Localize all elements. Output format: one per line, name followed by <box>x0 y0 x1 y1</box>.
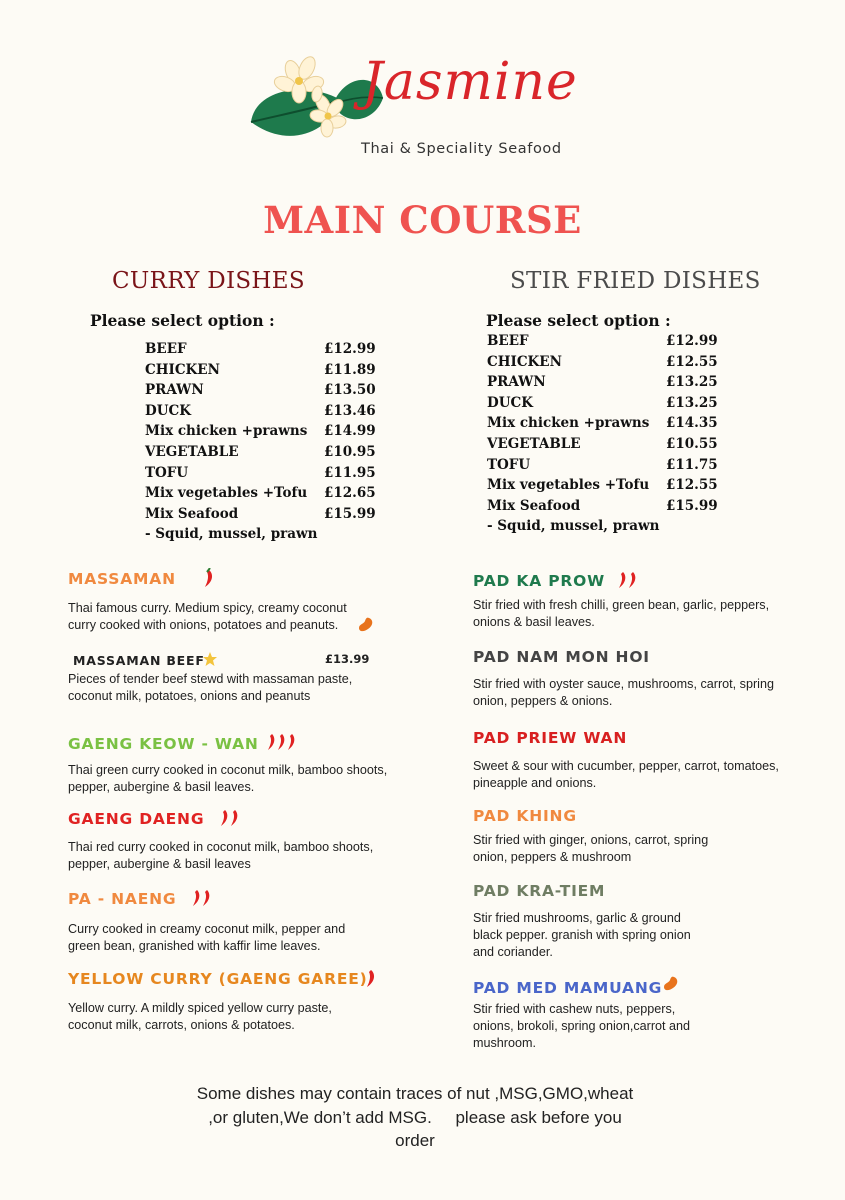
dish-desc-pad-kra-tiem-3: and coriander. <box>473 945 553 959</box>
curry-option-name: BEEF <box>145 341 187 357</box>
stir-option-name: DUCK <box>487 394 533 411</box>
dish-name-yellow-curry: YELLOW CURRY (GAENG GAREE) <box>68 970 368 988</box>
stir-option-name: Mix Seafood <box>487 497 581 514</box>
chili-icon <box>191 888 213 908</box>
stir-option-name: PRAWN <box>487 374 546 391</box>
curry-options-table <box>145 341 375 547</box>
brand-tagline: Thai & Speciality Seafood <box>361 141 562 157</box>
dish-name-pad-nam-mon-hoi: PAD NAM MON HOI <box>473 648 650 666</box>
stir-option-price: £12.99 <box>666 333 718 349</box>
dish-desc-pad-nam-mon-hoi-1: Stir fried with oyster sauce, mushrooms, carrot, spring <box>473 677 774 691</box>
dish-desc-pad-priew-wan-1: Sweet & sour with cucumber, pepper, carrot, tomatoes, <box>473 759 779 773</box>
brand-name: Jasmine <box>362 52 578 112</box>
dish-name-pad-med-mamuang: PAD MED MAMUANG <box>473 979 663 997</box>
curry-option-row <box>145 423 375 444</box>
allergen-note-line-1: Some dishes may contain traces of nut ,MSG,GMO,wheat <box>196 1084 634 1103</box>
curry-option-name: - Squid, mussel, prawn <box>145 526 318 543</box>
stir-option-price: £11.75 <box>666 456 718 473</box>
stir-option-price: £10.55 <box>666 435 718 452</box>
curry-option-price: £13.46 <box>324 402 376 419</box>
curry-select-label: Please select option : <box>90 311 275 330</box>
curry-option-price: £12.65 <box>324 485 376 502</box>
stir-option-row <box>487 498 717 519</box>
curry-option-row <box>145 403 375 424</box>
curry-option-price: £11.89 <box>324 361 376 378</box>
dish-desc-gaeng-keow-wan-1: Thai green curry cooked in coconut milk, bamboo shoots, <box>68 763 388 777</box>
dish-desc-pad-med-mamuang-2: onions, brokoli, spring onion,carrot and <box>473 1019 691 1033</box>
dish-name-gaeng-daeng: GAENG DAENG <box>68 810 205 828</box>
curry-option-row <box>145 506 375 527</box>
curry-option-name: Mix vegetables +Tofu <box>145 485 308 502</box>
dish-desc-pad-med-mamuang-3: mushroom. <box>473 1036 536 1050</box>
dish-desc-pad-med-mamuang-1: Stir fried with cashew nuts, peppers, <box>473 1002 676 1016</box>
dish-name-pa-naeng: PA - NAENG <box>68 890 177 908</box>
nut-icon <box>357 616 375 634</box>
stir-option-price: £15.99 <box>666 497 718 514</box>
dish-desc-gaeng-daeng-2: pepper, aubergine & basil leaves <box>68 857 251 871</box>
curry-option-row <box>145 465 375 486</box>
dish-desc-gaeng-keow-wan-2: pepper, aubergine & basil leaves. <box>68 780 255 794</box>
stir-option-name: CHICKEN <box>487 353 562 370</box>
stir-option-row <box>487 374 717 395</box>
dish-desc-pad-ka-prow-1: Stir fried with fresh chilli, green bean, garlic, peppers, <box>473 598 770 612</box>
curry-option-price: £13.50 <box>324 382 376 399</box>
stir-option-row <box>487 457 717 478</box>
dish-desc-pa-naeng-1: Curry cooked in creamy coconut milk, pepper and <box>68 922 346 936</box>
dish-desc-massaman-2: curry cooked with onions, potatoes and peanuts. <box>68 618 339 632</box>
stir-option-price: £14.35 <box>666 415 718 432</box>
dish-price-massaman-beef: £13.99 <box>325 652 370 666</box>
dish-desc-pad-khing-1: Stir fried with ginger, onions, carrot, spring <box>473 833 709 847</box>
star-icon <box>202 651 218 667</box>
dish-desc-pad-priew-wan-2: pineapple and onions. <box>473 776 597 790</box>
curry-option-row <box>145 444 375 465</box>
curry-option-price: £10.95 <box>324 443 376 460</box>
stir-option-row <box>487 354 717 375</box>
curry-option-row <box>145 485 375 506</box>
stir-option-name: VEGETABLE <box>487 435 581 452</box>
dish-name-pad-kra-tiem: PAD KRA-TIEM <box>473 882 606 900</box>
curry-option-name: TOFU <box>145 464 189 481</box>
chili-icon <box>617 570 639 590</box>
stir-option-price: £12.55 <box>666 353 718 370</box>
stir-option-name: BEEF <box>487 333 529 349</box>
stir-options-table <box>487 333 717 539</box>
curry-option-price: £11.95 <box>324 464 376 481</box>
dish-name-pad-ka-prow: PAD KA PROW <box>473 572 605 590</box>
dish-desc-pad-ka-prow-2: onions & basil leaves. <box>473 615 595 629</box>
dish-desc-gaeng-daeng-1: Thai red curry cooked in coconut milk, bamboo shoots, <box>68 840 374 854</box>
stir-option-name: Mix chicken +prawns <box>487 415 650 432</box>
stir-option-price: £13.25 <box>666 374 718 391</box>
stir-option-price: £12.55 <box>666 477 718 494</box>
curry-option-name: Mix chicken +prawns <box>145 423 308 440</box>
curry-option-name: CHICKEN <box>145 361 220 378</box>
dish-name-pad-priew-wan: PAD PRIEW WAN <box>473 729 628 747</box>
stir-option-row <box>487 395 717 416</box>
curry-option-name: DUCK <box>145 402 191 419</box>
dish-desc-pad-khing-2: onion, peppers & mushroom <box>473 850 632 864</box>
curry-option-name: VEGETABLE <box>145 443 239 460</box>
curry-option-name: Mix Seafood <box>145 505 239 522</box>
allergen-note-line-2: ,or gluten,We don’t add MSG. please ask before you <box>208 1107 622 1127</box>
dish-desc-yellow-curry-1: Yellow curry. A mildly spiced yellow curry paste, <box>68 1001 332 1015</box>
dish-desc-pa-naeng-2: green bean, granished with kaffir lime leaves. <box>68 939 321 953</box>
allergen-note <box>160 1082 670 1153</box>
curry-section-title: CURRY DISHES <box>112 268 305 294</box>
dish-desc-pad-kra-tiem-2: black pepper. granish with spring onion <box>473 928 691 942</box>
chili-icon <box>219 808 241 828</box>
stir-option-name: - Squid, mussel, prawn <box>487 518 660 535</box>
stir-option-price: £13.25 <box>666 394 718 411</box>
stir-option-row <box>487 415 717 436</box>
curry-option-row <box>145 382 375 403</box>
chili-icon <box>364 968 378 988</box>
stir-option-row <box>487 518 717 539</box>
chili-icon <box>202 568 216 588</box>
dish-name-massaman: MASSAMAN <box>68 570 176 588</box>
curry-option-row <box>145 341 375 362</box>
allergen-note-line-3: order <box>395 1131 435 1150</box>
curry-option-name: PRAWN <box>145 382 204 399</box>
dish-name-massaman-beef: MASSAMAN BEEF <box>73 653 205 668</box>
stir-option-row <box>487 477 717 498</box>
dish-desc-massaman-1: Thai famous curry. Medium spicy, creamy coconut <box>68 601 347 615</box>
dish-desc-pad-kra-tiem-1: Stir fried mushrooms, garlic & ground <box>473 911 681 925</box>
dish-desc-massaman-beef-1: Pieces of tender beef stewd with massaman paste, <box>68 672 353 686</box>
dish-name-gaeng-keow-wan: GAENG KEOW - WAN <box>68 735 259 753</box>
curry-option-row <box>145 362 375 383</box>
dish-desc-pad-nam-mon-hoi-2: onion, peppers & onions. <box>473 694 613 708</box>
stir-option-row <box>487 333 717 354</box>
stir-option-name: TOFU <box>487 456 531 473</box>
stir-option-name: Mix vegetables +Tofu <box>487 477 650 494</box>
dish-desc-massaman-beef-2: coconut milk, potatoes, onions and peanuts <box>68 689 311 703</box>
curry-option-row <box>145 526 375 547</box>
curry-option-price: £15.99 <box>324 505 376 522</box>
stir-section-title: STIR FRIED DISHES <box>510 268 761 294</box>
stir-select-label: Please select option : <box>486 311 671 330</box>
dish-name-pad-khing: PAD KHING <box>473 807 577 825</box>
nut-icon <box>662 975 680 993</box>
curry-option-price: £14.99 <box>324 423 376 440</box>
page-title: MAIN COURSE <box>263 198 582 242</box>
chili-icon <box>266 732 298 752</box>
stir-option-row <box>487 436 717 457</box>
dish-desc-yellow-curry-2: coconut milk, carrots, onions & potatoes. <box>68 1018 295 1032</box>
curry-option-price: £12.99 <box>324 341 376 357</box>
